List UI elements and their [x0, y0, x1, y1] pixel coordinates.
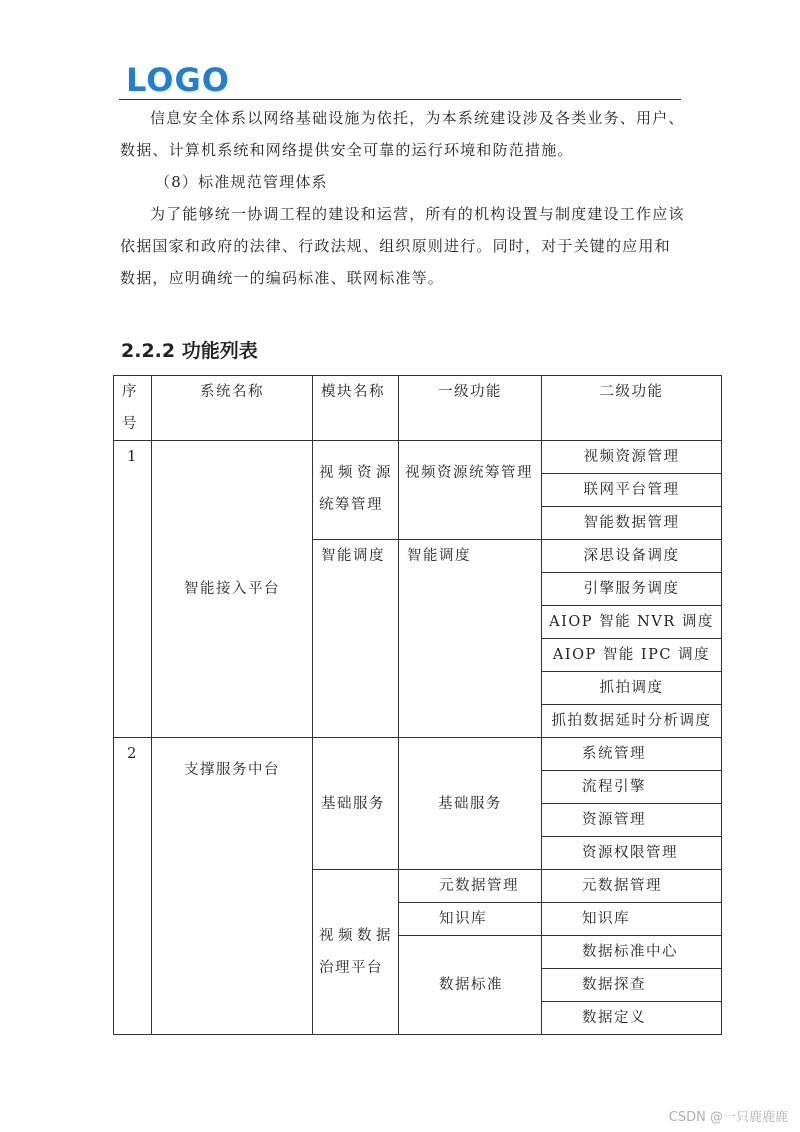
function-table — [113, 375, 722, 1035]
level1-cell: 数据标准 — [399, 936, 542, 1035]
level2-cell: 系统管理 — [542, 738, 722, 771]
table-header-row — [114, 376, 722, 441]
header-cell: 序号 — [114, 376, 152, 441]
module-name-cell: 智能调度 — [313, 540, 399, 738]
level1-cell: 元数据管理 — [399, 870, 542, 903]
level2-cell: 深思设备调度 — [542, 540, 722, 573]
level2-cell: 联网平台管理 — [542, 474, 722, 507]
header-cell: 系统名称 — [152, 376, 313, 441]
level1-cell: 知识库 — [399, 903, 542, 936]
logo: LOGO — [126, 61, 230, 99]
level2-cell: AIOP 智能 NVR 调度 — [542, 606, 722, 639]
level2-cell: 流程引擎 — [542, 771, 722, 804]
watermark: CSDN @一只鹿鹿鹿 — [668, 1110, 788, 1125]
level2-cell: 引擎服务调度 — [542, 573, 722, 606]
level2-cell: AIOP 智能 IPC 调度 — [542, 639, 722, 672]
level2-cell: 元数据管理 — [542, 870, 722, 903]
level1-cell: 基础服务 — [399, 738, 542, 870]
header-cell: 模块名称 — [313, 376, 399, 441]
level2-cell: 资源管理 — [542, 804, 722, 837]
level2-cell: 智能数据管理 — [542, 507, 722, 540]
system-name-cell: 支撑服务中台 — [152, 738, 313, 1035]
subheading-standards: （8）标准规范管理体系 — [155, 173, 328, 191]
header-cell: 一级功能 — [399, 376, 542, 441]
level2-cell: 数据探查 — [542, 969, 722, 1002]
row-number-cell: 1 — [114, 441, 152, 738]
level1-cell: 智能调度 — [399, 540, 542, 738]
table-row — [114, 441, 722, 474]
level2-cell: 数据定义 — [542, 1002, 722, 1035]
section-title: 2.2.2 功能列表 — [121, 340, 258, 362]
level2-cell: 抓拍数据延时分析调度 — [542, 705, 722, 738]
level1-cell: 视频资源统筹管理 — [399, 441, 542, 540]
header-cell: 二级功能 — [542, 376, 722, 441]
module-name-cell: 视频数据治理平台 — [313, 870, 399, 1035]
module-name-cell: 视频资源统筹管理 — [313, 441, 399, 540]
level2-cell: 资源权限管理 — [542, 837, 722, 870]
row-number-cell: 2 — [114, 738, 152, 1035]
header-divider — [119, 99, 681, 100]
system-name-cell: 智能接入平台 — [152, 441, 313, 738]
paragraph-standards: 为了能够统一协调工程的建设和运营，所有的机构设置与制度建设工作应该依据国家和政府的法律、行政法规、组织原则进行。同时，对于关键的应用和数据，应明确统一的编码标准、联网标准等。 — [120, 205, 685, 287]
level2-cell: 视频资源管理 — [542, 441, 722, 474]
level2-cell: 抓拍调度 — [542, 672, 722, 705]
table-row — [114, 738, 722, 771]
level2-cell: 知识库 — [542, 903, 722, 936]
module-name-cell: 基础服务 — [313, 738, 399, 870]
paragraph-security: 信息安全体系以网络基础设施为依托，为本系统建设涉及各类业务、用户、数据、计算机系统和网络提供安全可靠的运行环境和防范措施。 — [120, 109, 685, 159]
level2-cell: 数据标准中心 — [542, 936, 722, 969]
